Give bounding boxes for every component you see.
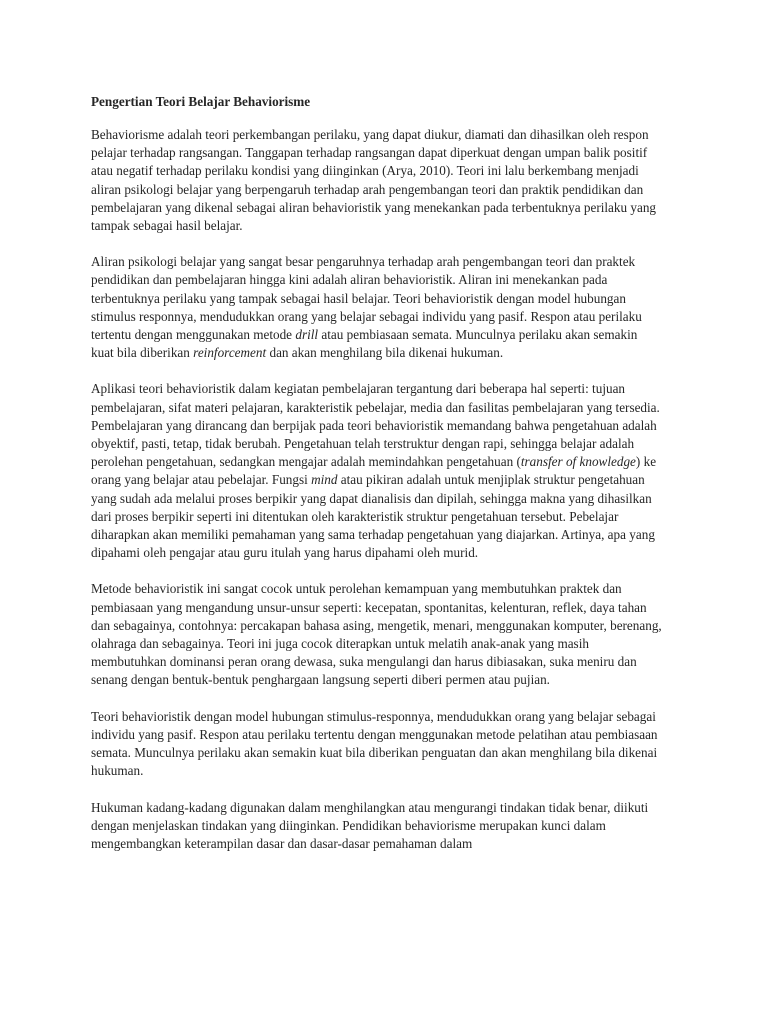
paragraph-3-text-a: Aplikasi teori behavioristik dalam kegiatan pembelajaran tergantung dari beberapa hal seperti: tujuan pembelajaran, sifat materi pelajaran, karakteristik pebelajar, media dan fasilitas pembelajaran yang tersedia. Pembelajaran yang dirancang dan berpijak pada teori behavioristik memandang bahwa pengetahuan adalah obyektif, pasti, tetap, tidak berubah. Pengetahuan telah terstruktur dengan rapi, sehingga belajar adalah perolehan pengetahuan, sedangkan mengajar adalah memindahkan pengetahuan ( — [91, 381, 660, 470]
italic-term-drill: drill — [295, 327, 319, 343]
document-page — [91, 93, 663, 871]
paragraph-4: Metode behavioristik ini sangat cocok untuk perolehan kemampuan yang membutuhkan praktek dan pembiasaan yang mengandung unsur-unsur seperti: kecepatan, spontanitas, kelenturan, reflek, daya tahan dan sebagainya, contohnya: percakapan bahasa asing, mengetik, menari, menggunakan komputer, berenang, olahraga dan sebagainya. Teori ini juga cocok diterapkan untuk melatih anak-anak yang masih membutuhkan dominansi peran orang dewasa, suka mengulangi dan harus dibiasakan, suka meniru dan senang dengan bentuk-bentuk penghargaan langsung seperti diberi permen atau pujian. — [91, 581, 662, 688]
paragraph-2-text-c: dan akan menghilang bila dikenai hukuman. — [266, 345, 504, 361]
paragraph-3-text-b: ) ke orang yang belajar atau pebelajar. Fungsi — [91, 454, 657, 488]
paragraph-2-text-b: atau pembiasaan semata. Munculnya perilaku akan semakin kuat bila diberikan — [91, 327, 638, 361]
document-title: Pengertian Teori Belajar Behaviorisme — [91, 94, 311, 109]
paragraph-2-text-a: Aliran psikologi belajar yang sangat besar pengaruhnya terhadap arah pengembangan teori dan praktek pendidikan dan pembelajaran hingga kini adalah aliran behavioristik. Aliran ini menekankan pada terbentuknya perilaku yang tampak sebagai hasil belajar. Teori behavioristik dengan model hubungan stimulus responnya, mendudukkan orang yang belajar sebagai individu yang pasif. Respon atau perilaku tertentu dengan menggunakan metode — [91, 254, 642, 343]
paragraph-2 — [91, 253, 663, 362]
italic-term-transfer-of-knowledge: transfer of knowledge — [520, 454, 636, 470]
italic-term-reinforcement: reinforcement — [193, 345, 267, 361]
italic-term-mind: mind — [311, 472, 338, 488]
paragraph-5: Teori behavioristik dengan model hubungan stimulus-responnya, mendudukkan orang yang belajar sebagai individu yang pasif. Respon atau perilaku tertentu dengan menggunakan metode pelatihan atau pembiasaan semata. Munculnya perilaku akan semakin kuat bila diberikan penguatan dan akan menghilang bila dikenai hukuman. — [91, 708, 658, 779]
paragraph-3-text-c: atau pikiran adalah untuk menjiplak struktur pengetahuan yang sudah ada melalui proses berpikir yang dapat dianalisis dan dipilah, sehingga makna yang dihasilkan dari proses berpikir seperti ini ditentukan oleh karakteristik struktur pengetahuan tersebut. Pebelajar diharapkan akan memiliki pemahaman yang sama terhadap pengetahuan yang diajarkan. Artinya, apa yang dipahami oleh pengajar atau guru itulah yang harus dipahami oleh murid. — [91, 472, 655, 561]
paragraph-6: Hukuman kadang-kadang digunakan dalam menghilangkan atau mengurangi tindakan tidak benar, diikuti dengan menjelaskan tindakan yang diinginkan. Pendidikan behaviorisme merupakan kunci dalam mengembangkan keterampilan dasar dan dasar-dasar pemahaman dalam — [91, 799, 649, 851]
paragraph-1: Behaviorisme adalah teori perkembangan perilaku, yang dapat diukur, diamati dan dihasilkan oleh respon pelajar terhadap rangsangan. Tanggapan terhadap rangsangan dapat diperkuat dengan umpan balik positif atau negatif terhadap perilaku kondisi yang diinginkan (Arya, 2010). Teori ini lalu berkembang menjadi aliran psikologi belajar yang berpengaruh terhadap arah pengembangan teori dan praktik pendidikan dan pembelajaran yang dikenal sebagai aliran behavioristik yang menekankan pada terbentuknya perilaku yang tampak sebagai hasil belajar. — [91, 127, 657, 234]
paragraph-3 — [91, 380, 663, 562]
